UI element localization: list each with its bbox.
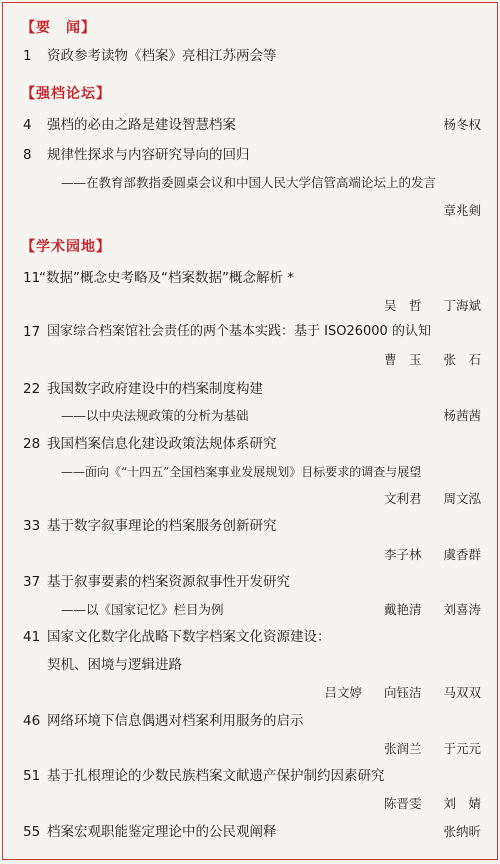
article-title: 基于数字叙事理论的档案服务创新研究: [47, 518, 277, 534]
page-number: 1: [23, 48, 32, 64]
author: 陈晋雯: [383, 796, 422, 811]
author: 周文泓: [443, 491, 481, 506]
article-title: 网络环境下信息偶遇对档案利用服务的启示: [47, 713, 304, 729]
article-authors: [302, 684, 481, 702]
author: 刘喜涛: [443, 602, 481, 617]
author: 吴 哲: [383, 298, 422, 313]
author: 张 石: [443, 352, 481, 367]
article-authors: [421, 202, 481, 220]
author: 吕文婷: [324, 685, 362, 700]
author: 于元元: [443, 741, 481, 756]
article-title-line2: 契机、困境与逻辑进路: [47, 657, 182, 673]
article-authors: [421, 407, 481, 425]
article-authors: [362, 601, 481, 619]
table-of-contents: [2, 2, 498, 860]
page-number: 55: [23, 824, 41, 840]
article-subtitle: ——以中央法规政策的分析为基础: [61, 408, 249, 423]
article-title: 我国档案信息化建设政策法规体系研究: [47, 436, 277, 452]
page-number: 8: [23, 147, 32, 163]
article-title: 规律性探求与内容研究导向的回归: [47, 147, 250, 163]
article-subtitle: ——以《国家记忆》栏目为例: [61, 602, 224, 617]
article-title: 基于扎根理论的少数民族档案文献遗产保护制约因素研究: [47, 768, 385, 784]
article-title: 强档的必由之路是建设智慧档案: [47, 117, 236, 133]
page-number: 22: [23, 381, 41, 397]
page-number: 37: [23, 574, 41, 590]
author: 张纳昕: [443, 824, 481, 839]
article-authors: [362, 297, 481, 315]
author: 虞香群: [443, 547, 481, 562]
section-heading-academic: 【学术园地】: [21, 239, 111, 255]
author: 丁海斌: [443, 298, 481, 313]
section-heading-forum: 【强档论坛】: [21, 86, 111, 102]
page-number: 51: [23, 768, 41, 784]
article-title: 档案宏观职能鉴定理论中的公民观阐释: [47, 824, 277, 840]
article-authors: [362, 351, 481, 369]
page-number: 28: [23, 436, 41, 452]
article-title: 国家文化数字化战略下数字档案文化资源建设：: [47, 629, 331, 645]
author: 刘 婧: [443, 796, 481, 811]
page-number: 46: [23, 713, 41, 729]
article-authors: [362, 740, 481, 758]
author: 杨茜茜: [443, 408, 481, 423]
author: 李子林: [383, 547, 422, 562]
article-authors: [362, 490, 481, 508]
article-authors: [421, 116, 481, 134]
article-title: 资政参考读物《档案》亮相江苏两会等: [47, 48, 277, 64]
author: 章兆剣: [443, 203, 481, 218]
article-title: 我国数字政府建设中的档案制度构建: [47, 381, 263, 397]
author: 文利君: [383, 491, 422, 506]
article-title: 国家综合档案馆社会责任的两个基本实践：基于 ISO26000 的认知: [47, 324, 431, 339]
page-number: 17: [23, 324, 41, 340]
author: 杨冬权: [443, 117, 481, 132]
article-authors: [362, 546, 481, 564]
author: 马双双: [443, 685, 481, 700]
article-subtitle: ——面向《“十四五”全国档案事业发展规划》目标要求的调查与展望: [61, 465, 422, 479]
author: 戴艳清: [383, 602, 422, 617]
article-title: 基于叙事要素的档案资源叙事性开发研究: [47, 574, 290, 590]
article-subtitle: ——在教育部教指委圆桌会议和中国人民大学信管高端论坛上的发言: [61, 175, 437, 190]
article-authors: [362, 795, 481, 813]
author: 向钰洁: [383, 685, 422, 700]
article-authors: [421, 823, 481, 841]
article-title: “数据”概念史考略及“档案数据”概念解析 *: [39, 270, 295, 286]
author: 张润兰: [383, 741, 422, 756]
page-number: 4: [23, 117, 32, 133]
section-heading-news: 【要 闻】: [21, 20, 96, 36]
page-number: 33: [23, 518, 41, 534]
page-number: 41: [23, 629, 41, 645]
page-number: 11: [23, 270, 41, 286]
author: 曹 玉: [383, 352, 422, 367]
